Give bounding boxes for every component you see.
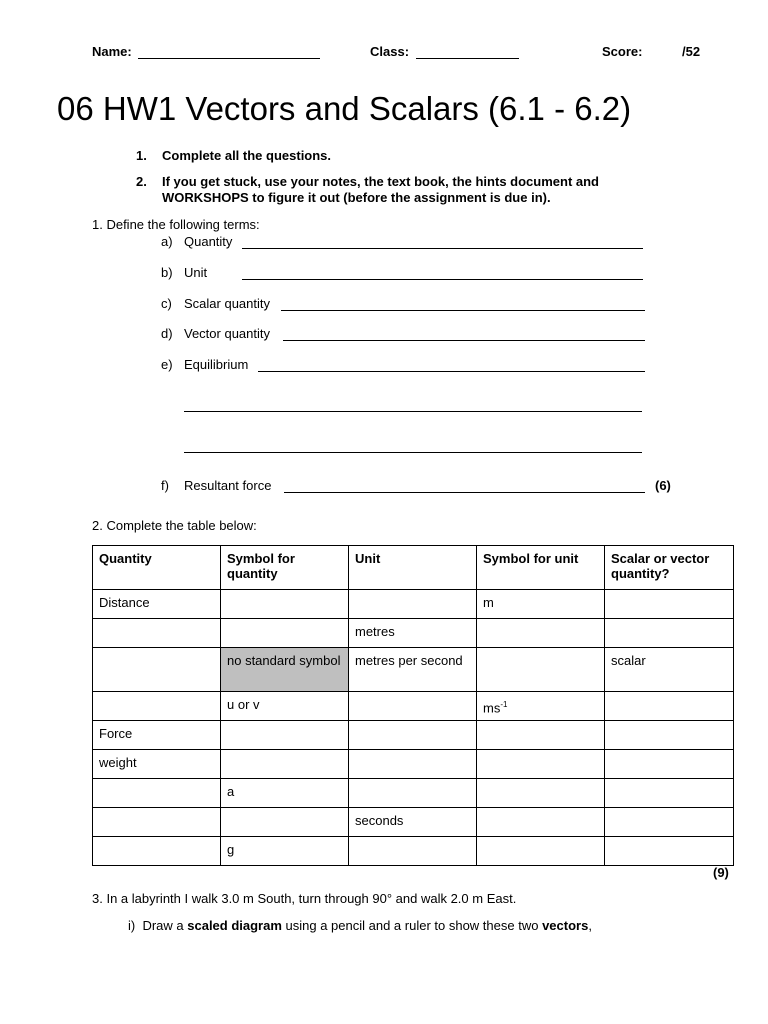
table-cell[interactable] [605,590,734,619]
name-label: Name: [92,44,132,59]
q1-item-letter: a) [161,234,173,249]
q1-item-term: Unit [184,265,208,280]
table-cell[interactable] [477,837,605,866]
q2-prompt: 2. Complete the table below: [92,518,257,533]
table-cell[interactable] [349,590,477,619]
table-cell[interactable] [477,648,605,692]
q1-marks: (6) [655,478,671,493]
header-quantity: Quantity [93,546,221,590]
table-cell: g [221,837,349,866]
table-cell[interactable] [93,779,221,808]
header-unit: Unit [349,546,477,590]
unit-symbol: ms [483,700,501,716]
table-cell[interactable] [349,721,477,750]
unit-superscript: -1 [500,700,508,709]
score-label: Score: [602,44,643,59]
q1-item-letter: e) [161,357,173,372]
instruction-1 [136,148,656,164]
q3-text-pre: Draw a [142,918,188,933]
table-cell[interactable] [349,779,477,808]
table-cell[interactable] [605,779,734,808]
header-symbol-for-quantity: Symbol for quantity [221,546,349,590]
table-cell[interactable] [477,619,605,648]
header-scalar-or-vector: Scalar or vector quantity? [605,546,734,590]
q3-bold-vectors: vectors [542,918,589,933]
q2-marks: (9) [713,865,729,880]
answer-line-scalar-quantity[interactable] [281,310,645,311]
table-cell[interactable] [93,692,221,721]
instruction-2 [136,174,656,206]
q3-text-post: , [588,918,592,933]
table-row [93,648,734,692]
q1-item-term: Scalar quantity [184,296,270,311]
q1-prompt: 1. Define the following terms: [92,217,260,232]
table-cell [477,692,605,721]
table-cell[interactable] [349,750,477,779]
table-row [93,750,734,779]
q3-text-mid: using a pencil and a ruler to show these two [281,918,543,933]
table-cell: seconds [349,808,477,837]
q1-item-term: Equilibrium [184,357,249,372]
quantities-table [92,545,734,866]
table-cell[interactable] [93,619,221,648]
instruction-number: 1. [136,148,147,163]
score-total: /52 [682,44,701,59]
page-title: 06 HW1 Vectors and Scalars (6.1 - 6.2) [57,90,632,127]
table-cell: Distance [93,590,221,619]
table-cell[interactable] [605,721,734,750]
table-cell[interactable] [221,721,349,750]
table-cell[interactable] [349,837,477,866]
instruction-number: 2. [136,174,147,189]
table-cell: scalar [605,648,734,692]
table-cell: a [221,779,349,808]
table-row [93,779,734,808]
table-cell[interactable] [477,808,605,837]
table-cell: metres [349,619,477,648]
answer-line-equilibrium-2[interactable] [184,411,642,412]
class-field [370,44,409,59]
table-cell: u or v [221,692,349,721]
q3-sub-label: i) [128,918,136,933]
q3-bold-scaled-diagram: scaled diagram [187,918,282,933]
table-cell[interactable] [93,837,221,866]
table-row [93,721,734,750]
q1-item-term: Resultant force [184,478,272,493]
answer-line-equilibrium-3[interactable] [184,452,642,453]
table-cell-shaded: no standard symbol [221,648,349,692]
table-cell[interactable] [605,837,734,866]
instruction-text: Complete all the questions. [162,148,332,163]
table-row [93,808,734,837]
table-cell[interactable] [221,750,349,779]
q1-item-letter: d) [161,326,173,341]
answer-line-quantity[interactable] [242,248,643,249]
q3-prompt: 3. In a labyrinth I walk 3.0 m South, turn through 90° and walk 2.0 m East. [92,891,517,906]
table-cell[interactable] [349,692,477,721]
table-cell[interactable] [477,721,605,750]
answer-line-unit[interactable] [242,279,643,280]
instruction-text: If you get stuck, use your notes, the text book, the hints document and WORKSHOPS to figure it out (before the assignment is due in). [162,174,599,205]
q1-item-letter: f) [161,478,169,493]
table-cell: metres per second [349,648,477,692]
q1-item-letter: b) [161,265,173,280]
header-symbol-for-unit: Symbol for unit [477,546,605,590]
table-row [93,590,734,619]
table-cell[interactable] [477,750,605,779]
table-cell[interactable] [477,779,605,808]
table-cell: m [477,590,605,619]
q1-item-term: Vector quantity [184,326,270,341]
class-blank-line[interactable] [416,58,519,59]
table-cell[interactable] [605,750,734,779]
q3-sub-i [128,918,592,933]
table-cell[interactable] [93,648,221,692]
table-cell[interactable] [221,590,349,619]
table-cell[interactable] [605,692,734,721]
class-label: Class: [370,44,410,59]
name-blank-line[interactable] [138,58,320,59]
answer-line-vector-quantity[interactable] [283,340,645,341]
table-cell[interactable] [93,808,221,837]
table-cell[interactable] [221,619,349,648]
name-field [92,44,132,59]
table-cell[interactable] [605,619,734,648]
table-row [93,619,734,648]
table-header-row [93,546,734,590]
q1-item-term: Quantity [184,234,233,249]
table-row [93,692,734,721]
answer-line-resultant-force[interactable] [284,492,645,493]
table-cell: weight [93,750,221,779]
table-cell[interactable] [221,808,349,837]
table-cell: Force [93,721,221,750]
answer-line-equilibrium[interactable] [258,371,645,372]
table-row [93,837,734,866]
q1-item-letter: c) [161,296,172,311]
table-cell[interactable] [605,808,734,837]
